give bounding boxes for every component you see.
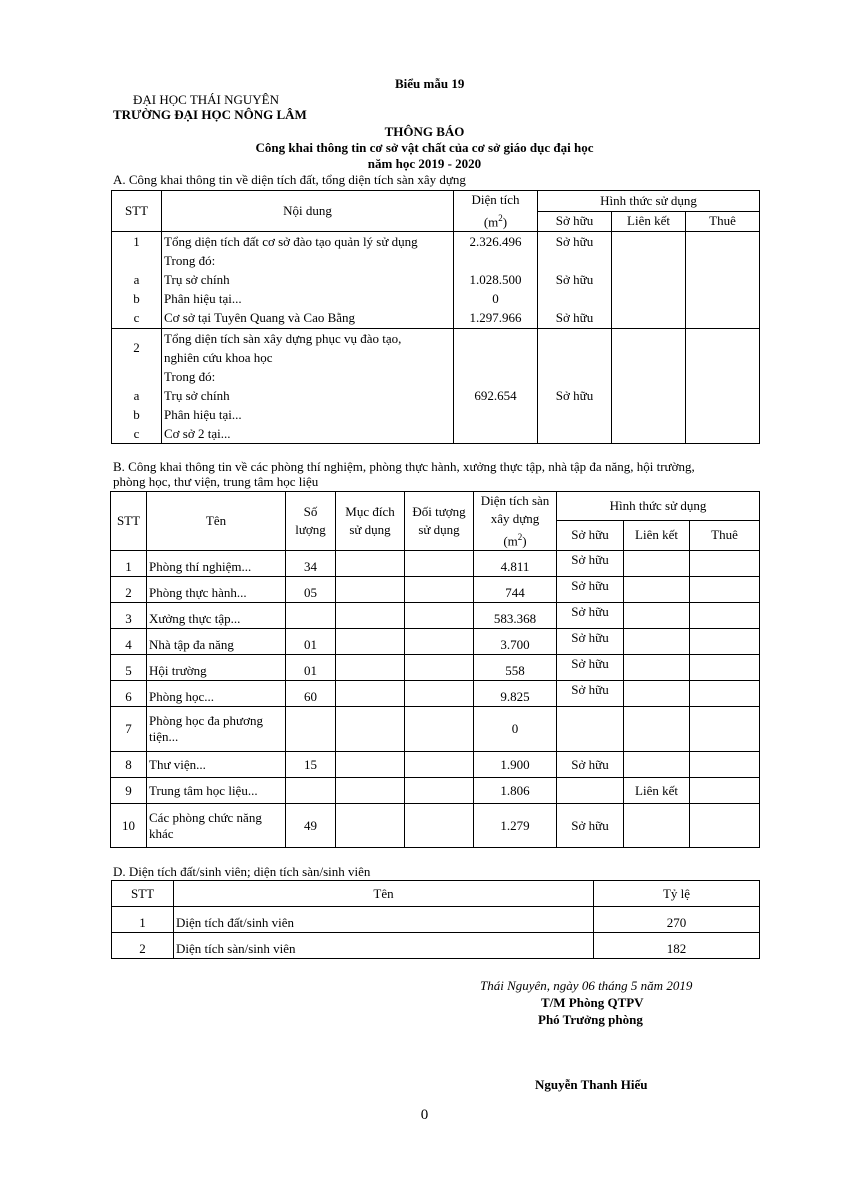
link-cell — [612, 232, 686, 329]
own-cell: Sở hữu — [557, 629, 624, 655]
area-cell: 1.806 — [474, 778, 557, 804]
ratio-cell: 182 — [594, 933, 760, 959]
link-cell — [624, 707, 690, 752]
quantity-cell — [286, 778, 336, 804]
target-cell — [405, 681, 474, 707]
target-cell — [405, 804, 474, 848]
name-cell: Trung tâm học liệu... — [147, 778, 286, 804]
quantity-cell: 15 — [286, 752, 336, 778]
header-stt: STT — [112, 881, 174, 907]
section-d-heading: D. Diện tích đất/sinh viên; diện tích sàn/sinh viên — [113, 864, 371, 879]
name-cell: Nhà tập đa năng — [147, 629, 286, 655]
link-cell — [624, 551, 690, 577]
stt-cell: 2 — [111, 577, 147, 603]
target-cell — [405, 707, 474, 752]
quantity-cell: 05 — [286, 577, 336, 603]
form-label: Biểu mẫu 19 — [395, 76, 465, 91]
header-stt: STT — [112, 191, 162, 232]
header-name: Tên — [147, 492, 286, 551]
name-cell: Phòng thực hành... — [147, 577, 286, 603]
header-stt: STT — [111, 492, 147, 551]
rent-cell — [690, 577, 760, 603]
table-row — [111, 707, 760, 752]
area-cell: 3.700 — [474, 629, 557, 655]
stt-cell: 8 — [111, 752, 147, 778]
area-cell: 583.368 — [474, 603, 557, 629]
header-content: Nội dung — [162, 191, 454, 232]
rent-cell — [690, 804, 760, 848]
link-cell — [624, 655, 690, 681]
link-cell — [624, 752, 690, 778]
document-subtitle: Công khai thông tin cơ sở vật chất của cơ sở giáo dục đại học — [255, 140, 594, 155]
table-row — [111, 603, 760, 629]
facilities-table — [110, 491, 760, 848]
header-target: Đối tượng sử dụng — [405, 492, 474, 551]
stt-cell: 6 — [111, 681, 147, 707]
own-cell — [557, 778, 624, 804]
header-purpose: Mục đích sử dụng — [336, 492, 405, 551]
table-row — [111, 551, 760, 577]
rent-cell — [690, 681, 760, 707]
area-cell: 9.825 — [474, 681, 557, 707]
own-cell: Sở hữu — [538, 329, 612, 444]
name-cell: Diện tích đất/sinh viên — [174, 907, 594, 933]
signer-office: T/M Phòng QTPV — [541, 995, 644, 1010]
area-cell: 744 — [474, 577, 557, 603]
area-cell: 692.654 — [454, 329, 538, 444]
place-date: Thái Nguyên, ngày 06 tháng 5 năm 2019 — [480, 978, 693, 993]
link-cell — [624, 804, 690, 848]
rent-cell — [690, 752, 760, 778]
name-cell: Phòng học... — [147, 681, 286, 707]
table-row — [111, 577, 760, 603]
rent-cell — [690, 603, 760, 629]
target-cell — [405, 778, 474, 804]
document-title: THÔNG BÁO — [384, 124, 465, 139]
table-row — [111, 681, 760, 707]
table-row — [112, 907, 760, 933]
header-area: Diện tích $(m^2)$ — [454, 191, 538, 232]
quantity-cell: 01 — [286, 655, 336, 681]
purpose-cell — [336, 752, 405, 778]
link-cell — [624, 629, 690, 655]
link-cell — [624, 603, 690, 629]
stt-cell: 1 a b c — [112, 232, 162, 329]
stt-cell: 1 — [111, 551, 147, 577]
table-row — [111, 629, 760, 655]
header-ratio: Tỷ lệ — [594, 881, 760, 907]
signer-position: Phó Trưởng phòng — [538, 1012, 643, 1027]
link-cell — [624, 577, 690, 603]
quantity-cell — [286, 707, 336, 752]
header-own: Sở hữu — [538, 211, 612, 232]
area-cell: 2.326.496 1.028.500 0 1.297.966 — [454, 232, 538, 329]
land-area-table — [111, 190, 760, 444]
section-a-heading: A. Công khai thông tin về diện tích đất, tổng diện tích sàn xây dựng — [113, 172, 466, 187]
purpose-cell — [336, 804, 405, 848]
target-cell — [405, 577, 474, 603]
header-rent: Thuê — [686, 211, 760, 232]
area-cell: 1.279 — [474, 804, 557, 848]
table-row — [112, 933, 760, 959]
header-floor-area: Diện tích sàn xây dựng $(m^2)$ — [474, 492, 557, 551]
link-cell: Liên kết — [624, 778, 690, 804]
header-quantity: Số lượng — [286, 492, 336, 551]
school-name: TRƯỜNG ĐẠI HỌC NÔNG LÂM — [113, 107, 307, 122]
link-cell — [624, 681, 690, 707]
quantity-cell: 01 — [286, 629, 336, 655]
quantity-cell — [286, 603, 336, 629]
table-row — [111, 655, 760, 681]
target-cell — [405, 551, 474, 577]
stt-cell: 1 — [112, 907, 174, 933]
own-cell: Sở hữu — [557, 577, 624, 603]
link-cell — [612, 329, 686, 444]
target-cell — [405, 629, 474, 655]
purpose-cell — [336, 551, 405, 577]
target-cell — [405, 655, 474, 681]
header-link: Liên kết — [612, 211, 686, 232]
table-row — [111, 752, 760, 778]
quantity-cell: 60 — [286, 681, 336, 707]
name-cell: Phòng thí nghiệm... — [147, 551, 286, 577]
stt-cell: 4 — [111, 629, 147, 655]
header-name: Tên — [174, 881, 594, 907]
purpose-cell — [336, 603, 405, 629]
table-row — [111, 804, 760, 848]
area-cell: 558 — [474, 655, 557, 681]
rent-cell — [690, 778, 760, 804]
header-rent: Thuê — [690, 520, 760, 551]
own-cell: Sở hữu Sở hữu Sở hữu — [538, 232, 612, 329]
header-link: Liên kết — [624, 520, 690, 551]
purpose-cell — [336, 577, 405, 603]
table-row — [112, 232, 760, 329]
purpose-cell — [336, 655, 405, 681]
content-cell: Tổng diện tích đất cơ sở đào tạo quản lý sử dụng Trong đó: Trụ sở chính Phân hiệu tại... Cơ sở tại Tuyên Quang và Cao Bằng — [162, 232, 454, 329]
purpose-cell — [336, 778, 405, 804]
signer-name: Nguyễn Thanh Hiếu — [535, 1077, 648, 1092]
ratio-cell: 270 — [594, 907, 760, 933]
own-cell: Sở hữu — [557, 551, 624, 577]
rent-cell — [690, 707, 760, 752]
stt-cell: 5 — [111, 655, 147, 681]
table-row — [112, 329, 760, 444]
rent-cell — [690, 655, 760, 681]
area-cell: 0 — [474, 707, 557, 752]
stt-cell: 9 — [111, 778, 147, 804]
own-cell — [557, 707, 624, 752]
own-cell: Sở hữu — [557, 603, 624, 629]
section-b-heading-line2: phòng học, thư viện, trung tâm học liệu — [113, 474, 319, 489]
quantity-cell: 49 — [286, 804, 336, 848]
name-cell: Hội trường — [147, 655, 286, 681]
ratio-table — [111, 880, 760, 959]
section-b-heading-line1: B. Công khai thông tin về các phòng thí nghiệm, phòng thực hành, xưởng thực tập, nhà tập đa năng, hội trường, — [113, 459, 695, 474]
school-year: năm học 2019 - 2020 — [367, 156, 482, 171]
target-cell — [405, 752, 474, 778]
header-own: Sở hữu — [557, 520, 624, 551]
own-cell: Sở hữu — [557, 752, 624, 778]
area-cell: 1.900 — [474, 752, 557, 778]
stt-cell: 10 — [111, 804, 147, 848]
table-row — [111, 778, 760, 804]
rent-cell — [686, 329, 760, 444]
name-cell: Thư viện... — [147, 752, 286, 778]
own-cell: Sở hữu — [557, 681, 624, 707]
name-cell: Phòng học đa phương tiện... — [147, 707, 286, 752]
name-cell: Các phòng chức năng khác — [147, 804, 286, 848]
header-usage: Hình thức sử dụng — [538, 191, 760, 212]
name-cell: Diện tích sàn/sinh viên — [174, 933, 594, 959]
page-number: 0 — [420, 1107, 429, 1123]
purpose-cell — [336, 681, 405, 707]
target-cell — [405, 603, 474, 629]
rent-cell — [686, 232, 760, 329]
university-name: ĐẠI HỌC THÁI NGUYÊN — [133, 92, 279, 107]
stt-cell: 3 — [111, 603, 147, 629]
rent-cell — [690, 629, 760, 655]
stt-cell: 2 a b c — [112, 329, 162, 444]
own-cell: Sở hữu — [557, 655, 624, 681]
purpose-cell — [336, 707, 405, 752]
rent-cell — [690, 551, 760, 577]
content-cell: Tổng diện tích sàn xây dựng phục vụ đào tạo, nghiên cứu khoa học Trong đó: Trụ sở chính Phân hiệu tại... Cơ sở 2 tại... — [162, 329, 454, 444]
header-usage: Hình thức sử dụng — [557, 492, 760, 521]
quantity-cell: 34 — [286, 551, 336, 577]
stt-cell: 7 — [111, 707, 147, 752]
own-cell: Sở hữu — [557, 804, 624, 848]
purpose-cell — [336, 629, 405, 655]
name-cell: Xưởng thực tập... — [147, 603, 286, 629]
stt-cell: 2 — [112, 933, 174, 959]
area-cell: 4.811 — [474, 551, 557, 577]
